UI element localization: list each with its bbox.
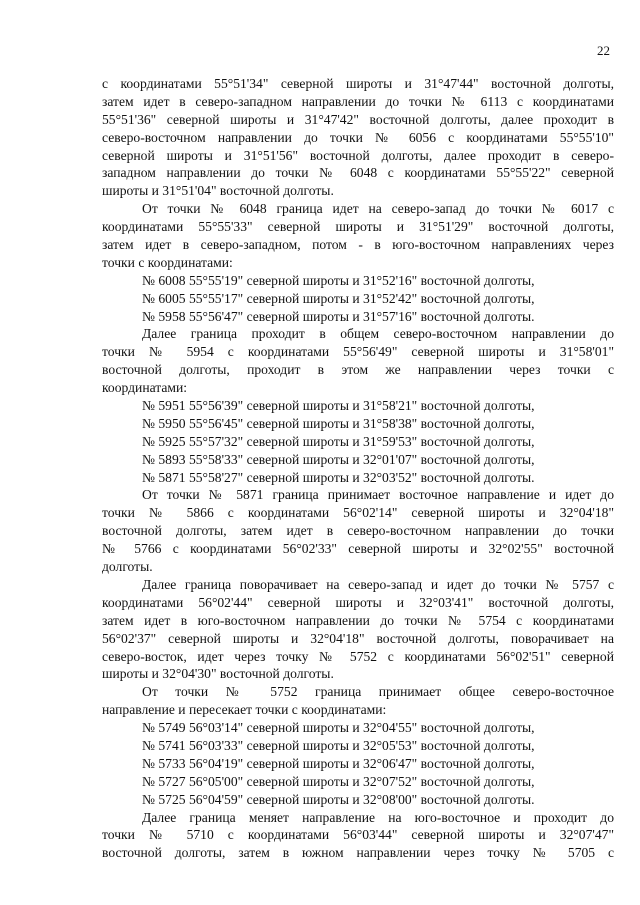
- paragraph-first-line: От точки № 5871 граница принимает восточное направление и идет до: [142, 487, 614, 503]
- text-line: северо-восток, идет через точку № 5752 с координатами 56°02'51" северной: [102, 648, 614, 664]
- document-body: [102, 75, 614, 862]
- text-line: с координатами 55°51'34" северной широты и 31°47'44" восточной долготы,: [102, 76, 614, 91]
- page-number: 22: [597, 43, 610, 58]
- text-line: № 5725 56°04'59" северной широты и 32°08'00" восточной долготы.: [142, 791, 535, 807]
- text-line: № 5925 55°57'32" северной широты и 31°59'53" восточной долготы,: [142, 433, 535, 449]
- text-line: северо-восточном направлении до точки № 6056 с координатами 55°55'10": [102, 129, 614, 145]
- text-line: 55°51'36" северной широты и 31°47'42" восточной долготы, далее проходит в: [102, 111, 614, 127]
- text-line: восточной долготы, затем в южном направлении через точку № 5705 с: [102, 845, 614, 861]
- text-line: № 5958 55°56'47" северной широты и 31°57'16" восточной долготы.: [142, 308, 535, 324]
- text-line: затем идет в северо-западном, потом - в юго-восточном направлениях через: [102, 237, 614, 253]
- paragraph-first-line: Далее граница проходит в общем северо-восточном направлении до: [142, 326, 614, 342]
- text-line: широты и 32°04'30" восточной долготы.: [102, 666, 334, 682]
- text-line: точки с координатами:: [102, 254, 233, 270]
- text-line: № 5951 55°56'39" северной широты и 31°58'21" восточной долготы,: [142, 398, 535, 414]
- text-line: долготы.: [102, 559, 153, 575]
- paragraph-first-line: Далее граница поворачивает на северо-запад и идет до точки № 5757 с: [142, 576, 614, 592]
- text-line: северной широты и 31°51'56" восточной долготы, далее проходит в северо-: [102, 147, 614, 163]
- text-line: точки № 5954 с координатами 55°56'49" северной широты и 31°58'01": [102, 344, 614, 360]
- text-line: № 5749 56°03'14" северной широты и 32°04'55" восточной долготы,: [142, 720, 535, 736]
- paragraph-first-line: От точки № 6048 граница идет на северо-запад до точки № 6017 с: [142, 201, 614, 217]
- text-line: № 6008 55°55'19" северной широты и 31°52'16" восточной долготы,: [142, 272, 535, 288]
- text-line: координатами 56°02'44" северной широты и 32°03'41" восточной долготы,: [102, 594, 614, 610]
- text-line: направление и пересекает точки с координатами:: [102, 702, 387, 718]
- text-line: восточной долготы, затем идет в северо-восточном направлении до точки: [102, 523, 614, 539]
- text-line: № 5871 55°58'27" северной широты и 32°03'52" восточной долготы.: [142, 469, 535, 485]
- text-line: № 5950 55°56'45" северной широты и 31°58'38" восточной долготы,: [142, 415, 535, 431]
- text-line: координатами 55°55'33" северной широты и 31°51'29" восточной долготы,: [102, 219, 614, 235]
- paragraph-first-line: От точки № 5752 граница принимает общее северо-восточное: [142, 684, 614, 700]
- text-line: точки № 5710 с координатами 56°03'44" северной широты и 32°07'47": [102, 827, 614, 843]
- text-line: № 6005 55°55'17" северной широты и 31°52'42" восточной долготы,: [142, 290, 535, 306]
- text-line: № 5733 56°04'19" северной широты и 32°06'47" восточной долготы,: [142, 755, 535, 771]
- text-line: № 5727 56°05'00" северной широты и 32°07'52" восточной долготы,: [142, 773, 535, 789]
- paragraph-first-line: Далее граница меняет направление на юго-восточное и проходит до: [142, 809, 614, 825]
- text-line: координатами:: [102, 380, 188, 396]
- text-line: № 5766 с координатами 56°02'33" северной широты и 32°02'55" восточной: [102, 541, 614, 557]
- text-line: № 5741 56°03'33" северной широты и 32°05'53" восточной долготы,: [142, 737, 535, 753]
- text-line: затем идет в юго-восточном направлении до точки № 5754 с координатами: [102, 612, 614, 628]
- text-line: широты и 31°51'04" восточной долготы.: [102, 183, 334, 199]
- text-line: затем идет в северо-западном направлении до точки № 6113 с координатами: [102, 93, 614, 109]
- text-line: восточной долготы, проходит в этом же направлении через точки с: [102, 362, 614, 378]
- text-line: № 5893 55°58'33" северной широты и 32°01'07" восточной долготы,: [142, 451, 535, 467]
- text-line: западном направлении до точки № 6048 с координатами 55°55'22" северной: [102, 165, 614, 181]
- text-line: 56°02'37" северной широты и 32°04'18" восточной долготы, поворачивает на: [102, 630, 614, 646]
- text-line: точки № 5866 с координатами 56°02'14" северной широты и 32°04'18": [102, 505, 614, 521]
